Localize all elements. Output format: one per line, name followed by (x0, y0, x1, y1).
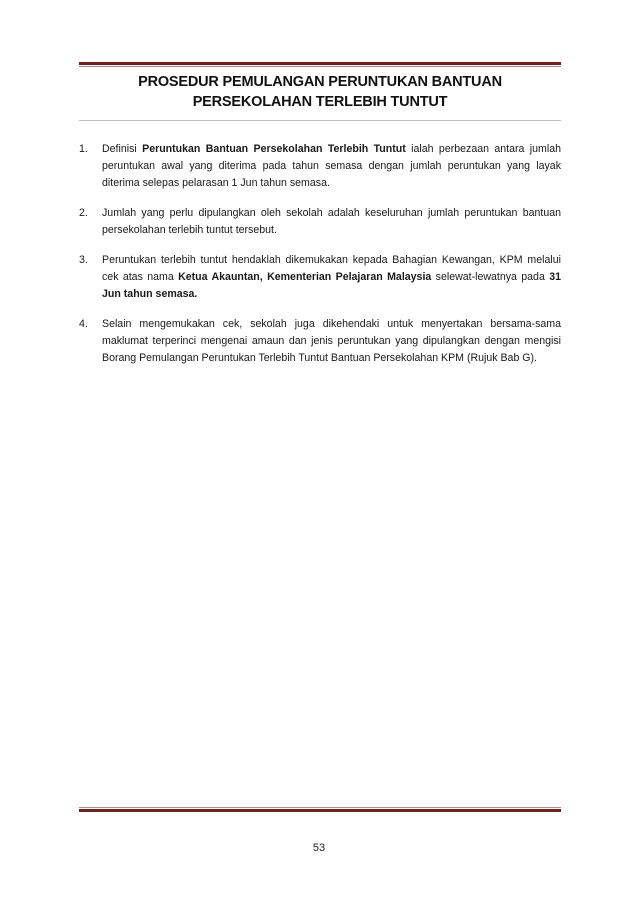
page-title (79, 72, 561, 112)
item-text (102, 316, 561, 367)
footer-rule-thin (79, 807, 561, 808)
list-item (79, 141, 561, 192)
item-number: 1. (79, 143, 88, 155)
item-text-segment: ialah perbezaan antara jumlah peruntukan awal yang diterima pada tahun semasa dengan jumlah peruntukan yang layak diterima selepas pelarasan 1 Jun tahun semasa. (102, 143, 561, 189)
item-text-segment: Selain mengemukakan cek, sekolah juga dikehendaki untuk menyertakan bersama-sama maklumat terperinci mengenai amaun dan jenis peruntukan yang dipulangkan dengan mengisi Borang Pemulangan Peruntukan Terlebih Tuntut Bantuan Persekolahan KPM (Rujuk Bab G). (102, 318, 561, 364)
header-rule-thin (79, 66, 561, 67)
footer-rule (79, 807, 561, 812)
header-rule (79, 62, 561, 67)
item-text-segment: Jumlah yang perlu dipulangkan oleh sekolah adalah keseluruhan jumlah peruntukan bantuan persekolahan terlebih tuntut tersebut. (102, 207, 561, 236)
item-text-segment: Definisi (102, 143, 143, 155)
item-text-segment: selewat-lewatnya pada (431, 271, 550, 283)
footer-rule-thick (79, 809, 561, 812)
item-text (102, 252, 561, 303)
list-item (79, 252, 561, 303)
page-title-line1: PROSEDUR PEMULANGAN PERUNTUKAN BANTUAN (138, 74, 502, 90)
page-number: 53 (312, 842, 326, 854)
item-number: 3. (79, 254, 88, 266)
item-text-segment: Peruntukan terlebih tuntut hendaklah dikemukakan kepada Bahagian Kewangan, KPM melalui cek atas nama (102, 254, 561, 283)
item-text (102, 205, 561, 239)
item-number: 4. (79, 318, 88, 330)
item-text-bold: Ketua Akauntan, Kementerian Pelajaran Malaysia (178, 271, 432, 283)
item-text (102, 141, 561, 192)
item-number: 2. (79, 207, 88, 219)
item-text-bold: 31 Jun tahun semasa. (102, 271, 561, 300)
list-item (79, 316, 561, 367)
header-rule-thick (79, 62, 561, 65)
list-item (79, 205, 561, 239)
page-title-line2: PERSEKOLAHAN TERLEBIH TUNTUT (192, 94, 448, 110)
item-text-bold: Peruntukan Bantuan Persekolahan Terlebih Tuntut (142, 143, 406, 155)
procedure-list (79, 141, 561, 380)
title-divider (79, 120, 561, 121)
